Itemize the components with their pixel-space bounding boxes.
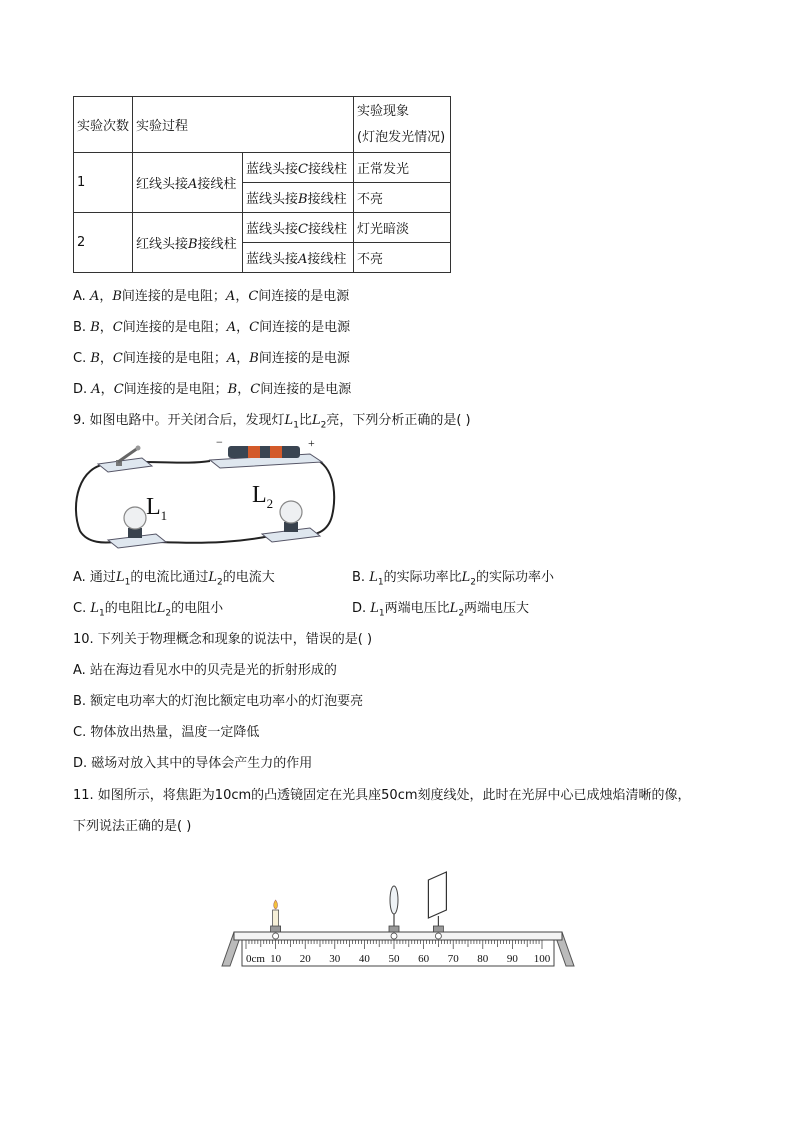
red-wire-cell: 红线头接B接线柱: [133, 213, 243, 273]
row-number: 2: [74, 213, 133, 273]
q9-option-d: D. $L_1$两端电压比$L_2$两端电压大: [352, 601, 530, 619]
ruler-tick-label: 60: [418, 953, 430, 965]
q8-option-a: A. A，B间连接的是电阻；A，C间连接的是电源: [73, 289, 350, 304]
blue-wire-cell: 蓝线头接C接线柱: [243, 213, 354, 243]
wire-left: [76, 464, 115, 543]
ruler-tick-label: 50: [388, 953, 400, 965]
q10-option-a: A. 站在海边看见水中的贝壳是光的折射形成的: [73, 663, 337, 678]
bench-rail: [234, 932, 562, 940]
q10-stem: 10. 下列关于物理概念和现象的说法中，错误的是( ): [73, 632, 373, 647]
switch-icon: [98, 446, 152, 473]
q9-option-c: C. $L_1$的电阻比$L_2$的电阻小: [73, 601, 224, 619]
circuit-figure: [70, 436, 350, 556]
wire-right: [300, 458, 334, 536]
q8-option-d: D. A，C间连接的是电阻；B，C间连接的是电源: [73, 382, 352, 397]
q11-stem-line1: 11. 如图所示，将焦距为10cm的凸透镜固定在光具座50cm刻度线处，此时在光屏中心已成烛焰清晰的像，: [73, 788, 691, 803]
candle-icon: [273, 900, 279, 926]
q10-option-d: D. 磁场对放入其中的导体会产生力的作用: [73, 756, 313, 771]
battery-minus-label: −: [216, 436, 223, 449]
battery-plus-label: +: [308, 436, 315, 450]
ruler-tick-label: 70: [447, 953, 459, 965]
blue-wire-cell: 蓝线头接B接线柱: [243, 183, 354, 213]
q10-option-b: B. 额定电功率大的灯泡比额定电功率小的灯泡要亮: [73, 694, 364, 709]
ruler-tick-label: 20: [299, 953, 311, 965]
q9-option-b: B. $L_1$的实际功率比$L_2$的实际功率小: [352, 570, 554, 588]
header-process: 实验过程: [133, 97, 354, 153]
row-number: 1: [74, 153, 133, 213]
ruler-tick-label: 90: [506, 953, 518, 965]
ruler-tick-label: 30: [329, 953, 341, 965]
wire-bottom: [160, 536, 270, 543]
experiment-table: [73, 96, 451, 273]
blue-wire-cell: 蓝线头接A接线柱: [243, 243, 354, 273]
result-cell: 不亮: [354, 243, 451, 273]
label-l2: $L_2$: [252, 482, 274, 511]
light-screen-icon: [428, 872, 446, 926]
q8-option-b: B. B，C间连接的是电阻；A，C间连接的是电源: [73, 320, 351, 335]
q11-stem-line2: 下列说法正确的是( ): [73, 819, 192, 834]
red-wire-cell: 红线头接A接线柱: [133, 153, 243, 213]
q10-option-c: C. 物体放出热量，温度一定降低: [73, 725, 260, 740]
header-count: 实验次数: [74, 97, 133, 153]
q8-option-c: C. B，C间连接的是电阻；A，B间连接的是电源: [73, 351, 350, 366]
result-cell: 正常发光: [354, 153, 451, 183]
battery-icon: [210, 436, 322, 468]
wire-top: [145, 461, 210, 463]
ruler-tick-label: 100: [533, 953, 551, 965]
result-cell: 不亮: [354, 183, 451, 213]
label-l1: $L_1$: [146, 494, 168, 523]
ruler-tick-label: 40: [358, 953, 370, 965]
ruler-tick-label: 10: [270, 953, 282, 965]
convex-lens-icon: [390, 886, 398, 926]
q9-option-a: A. 通过$L_1$的电流比通过$L_2$的电流大: [73, 570, 275, 588]
ruler-tick-label: 0cm: [246, 953, 265, 965]
optical-bench-figure: [220, 866, 576, 970]
result-cell: 灯光暗淡: [354, 213, 451, 243]
ruler-tick-label: 80: [477, 953, 489, 965]
blue-wire-cell: 蓝线头接C接线柱: [243, 153, 354, 183]
q9-stem: 9. 如图电路中。开关闭合后，发现灯$L_1$比$L_2$亮，下列分析正确的是( ): [73, 413, 471, 431]
header-phenomenon: 实验现象 (灯泡发光情况): [354, 97, 451, 153]
